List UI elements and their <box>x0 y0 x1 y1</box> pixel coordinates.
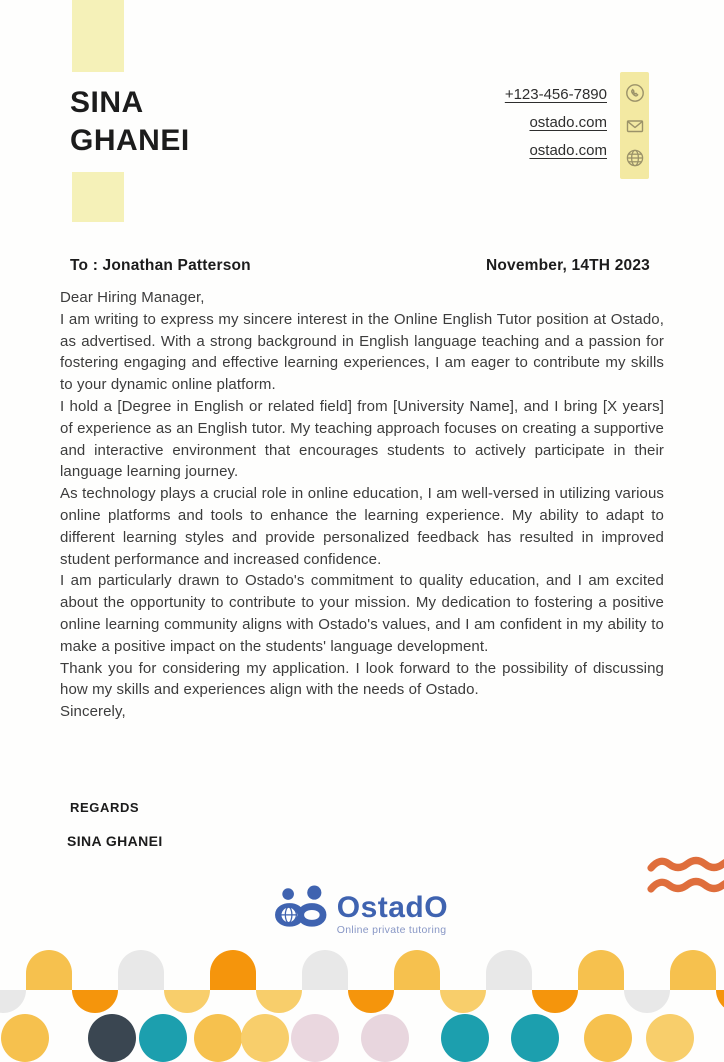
circle-shape <box>361 1014 409 1062</box>
contact-link[interactable]: ostado.com <box>529 142 607 159</box>
phone-icon <box>624 82 646 104</box>
capsule-shape <box>256 990 302 1013</box>
letter-paragraph: Thank you for considering my application. I look forward to the possibility of discussing how my skills and experiences align with the needs of Ostado. <box>60 659 664 699</box>
capsule-shape <box>118 950 164 990</box>
capsule-shape <box>716 990 724 1013</box>
letter-paragraph: Sincerely, <box>60 703 126 721</box>
letter-paragraph: I hold a [Degree in English or related field] from [University Name], and I bring [X years] of experience as an English tutor. My teaching approach focuses on creating a supportive and interactive environment that encourages students to actively participate in their language learning journey. <box>60 397 664 481</box>
circle-shape <box>88 1014 136 1062</box>
letter-paragraph: As technology plays a crucial role in online education, I am well-versed in utilizing various online platforms and tools to enhance the learning experience. My ability to adapt to different learning styles and provide personalized feedback has resulted in improved student performance and increased confidence. <box>60 485 664 568</box>
ostado-brand-name: OstadO <box>336 891 449 924</box>
footer-capsule-pattern <box>0 934 724 1024</box>
globe-icon <box>624 147 646 169</box>
capsule-shape <box>532 990 578 1013</box>
ostado-logo-text <box>337 893 448 936</box>
capsule-shape <box>164 990 210 1013</box>
capsule-shape <box>302 950 348 990</box>
circle-shape <box>194 1014 242 1062</box>
capsule-shape <box>624 990 670 1013</box>
applicant-name-line2: GHANEI <box>70 124 190 157</box>
accent-block-middle <box>72 172 124 222</box>
contact-link[interactable]: ostado.com <box>529 114 607 131</box>
circle-shape <box>646 1014 694 1062</box>
recipient-line: To : Jonathan Patterson <box>70 257 251 274</box>
circle-shape <box>139 1014 187 1062</box>
circle-shape <box>291 1014 339 1062</box>
capsule-shape <box>486 950 532 990</box>
regards-label: REGARDS <box>70 800 140 815</box>
letter-paragraph: Dear Hiring Manager, <box>60 289 205 306</box>
letter-meta-row <box>70 257 650 275</box>
contact-link[interactable]: +123-456-7890 <box>504 86 607 103</box>
letter-paragraph: I am writing to express my sincere interest in the Online English Tutor position at Ostado, as advertised. With a strong background in English language teaching and a passion for fostering engaging and effective learning experiences, I am eager to contribute my skills to your dynamic online platform. <box>60 310 664 394</box>
ostado-tagline: Online private tutoring <box>336 924 447 936</box>
capsule-shape <box>578 950 624 990</box>
capsule-shape <box>0 990 26 1013</box>
capsule-shape <box>72 990 118 1013</box>
contact-icon-strip <box>620 72 649 179</box>
circle-shape <box>441 1014 489 1062</box>
capsule-shape <box>210 950 256 990</box>
capsule-shape <box>394 950 440 990</box>
mail-icon <box>624 115 646 137</box>
signature-name: SINA GHANEI <box>67 833 163 849</box>
accent-block-top <box>72 0 124 72</box>
circle-shape <box>511 1014 559 1062</box>
date-line: November, 14TH 2023 <box>485 257 650 274</box>
letter-paragraph: I am particularly drawn to Ostado's commitment to quality education, and I am excited about the opportunity to contribute to your mission. My dedication to fostering a positive online learning community aligns with Ostado's values, and I am confident in my ability to make a positive impact on the students' language development. <box>60 572 664 655</box>
circle-shape <box>584 1014 632 1062</box>
applicant-name-line1: SINA <box>70 86 144 119</box>
wave-decoration <box>646 853 724 903</box>
contact-block <box>505 86 607 170</box>
capsule-shape <box>670 950 716 990</box>
capsule-shape <box>348 990 394 1013</box>
capsule-shape <box>26 950 72 990</box>
circle-shape <box>241 1014 289 1062</box>
circle-shape <box>1 1014 49 1062</box>
capsule-shape <box>440 990 486 1013</box>
applicant-name <box>70 84 190 160</box>
letter-body <box>60 287 664 723</box>
